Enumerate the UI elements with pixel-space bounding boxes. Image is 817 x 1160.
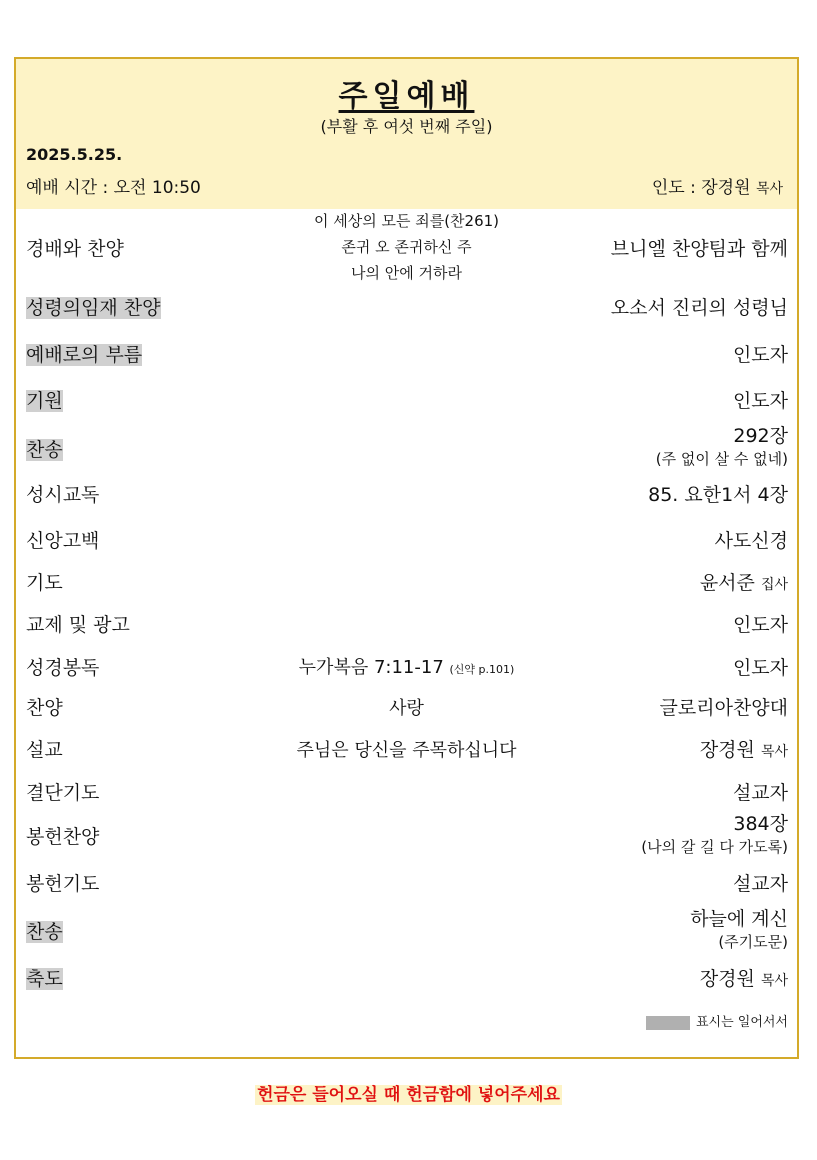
page-title: 주일예배 — [338, 79, 475, 114]
program-row — [16, 526, 797, 552]
program-row — [16, 610, 797, 636]
standing-legend: 표시는 일어서서 — [646, 1011, 788, 1030]
subtitle: (부활 후 여섯 번째 주일) — [320, 117, 493, 136]
program-row — [16, 293, 797, 319]
program-label: 봉헌기도 — [26, 873, 100, 895]
program-right: 설교자 — [732, 873, 788, 895]
program-right: 설교자 — [732, 782, 788, 804]
program-right: 인도자 — [732, 657, 788, 679]
service-leader: 인도 : 장경원 목사 — [651, 178, 783, 198]
bulletin-header — [16, 59, 797, 209]
program-label: 예배로의 부름 — [26, 344, 143, 366]
program-label: 찬양 — [26, 697, 63, 719]
program-row — [16, 340, 797, 366]
scripture-reading: 누가복음 7:11-17 (신약 p.101) — [298, 657, 515, 678]
program-right: 브니엘 찬양팀과 함께 — [610, 238, 788, 260]
program-label: 성시교독 — [26, 484, 100, 506]
program-row — [16, 869, 797, 895]
program-row — [16, 964, 797, 990]
program-label: 기원 — [26, 390, 63, 412]
program-label: 기도 — [26, 572, 63, 594]
program-row — [16, 421, 797, 468]
program-right: 384장 (나의 갈 길 다 가도록) — [641, 813, 788, 856]
program-right: 글로리아찬양대 — [659, 697, 788, 719]
program-row — [16, 693, 797, 719]
program-right: 윤서준 집사 — [699, 572, 788, 594]
program-row — [16, 653, 797, 679]
program-label: 성경봉독 — [26, 657, 100, 679]
offering-notice: 헌금은 들어오실 때 헌금함에 넣어주세요 — [257, 1085, 560, 1105]
program-right: 장경원 목사 — [699, 968, 788, 990]
program-row — [16, 209, 797, 282]
praise-song-list: 이 세상의 모든 죄를(찬261) 존귀 오 존귀하신 주 나의 안에 거하라 — [313, 212, 500, 282]
program-label: 축도 — [26, 968, 63, 990]
program-label: 신앙고백 — [26, 530, 100, 552]
program-row — [16, 904, 797, 951]
program-right: 사도신경 — [714, 530, 788, 552]
program-row — [16, 809, 797, 856]
program-row — [16, 735, 797, 761]
service-date: 2025.5.25. — [26, 145, 123, 164]
program-right: 장경원 목사 — [699, 739, 788, 761]
program-right: 292장 (주 없이 살 수 없네) — [655, 425, 788, 468]
legend-swatch — [646, 1016, 690, 1030]
program-row — [16, 778, 797, 804]
program-label: 설교 — [26, 739, 63, 761]
program-label: 찬송 — [26, 921, 63, 943]
program-row — [16, 568, 797, 594]
program-right: 하늘에 계신 (주기도문) — [690, 908, 788, 951]
program-label: 찬송 — [26, 439, 63, 461]
program-right: 85. 요한1서 4장 — [648, 484, 788, 506]
anthem-title: 사랑 — [389, 698, 424, 719]
program-row — [16, 480, 797, 506]
program-label: 성령의임재 찬양 — [26, 297, 161, 319]
bulletin-frame — [14, 57, 799, 1059]
program-right: 인도자 — [732, 344, 788, 366]
program-label: 결단기도 — [26, 782, 100, 804]
program-right: 인도자 — [732, 614, 788, 636]
program-label: 교제 및 광고 — [26, 614, 130, 636]
program-label: 봉헌찬양 — [26, 826, 100, 848]
program-right: 인도자 — [732, 390, 788, 412]
sermon-title: 주님은 당신을 주목하십니다 — [296, 740, 517, 761]
program-label: 경배와 찬양 — [26, 238, 124, 260]
program-right: 오소서 진리의 성령님 — [610, 297, 788, 319]
program-row — [16, 386, 797, 412]
service-time: 예배 시간 : 오전 10:50 — [26, 178, 201, 198]
